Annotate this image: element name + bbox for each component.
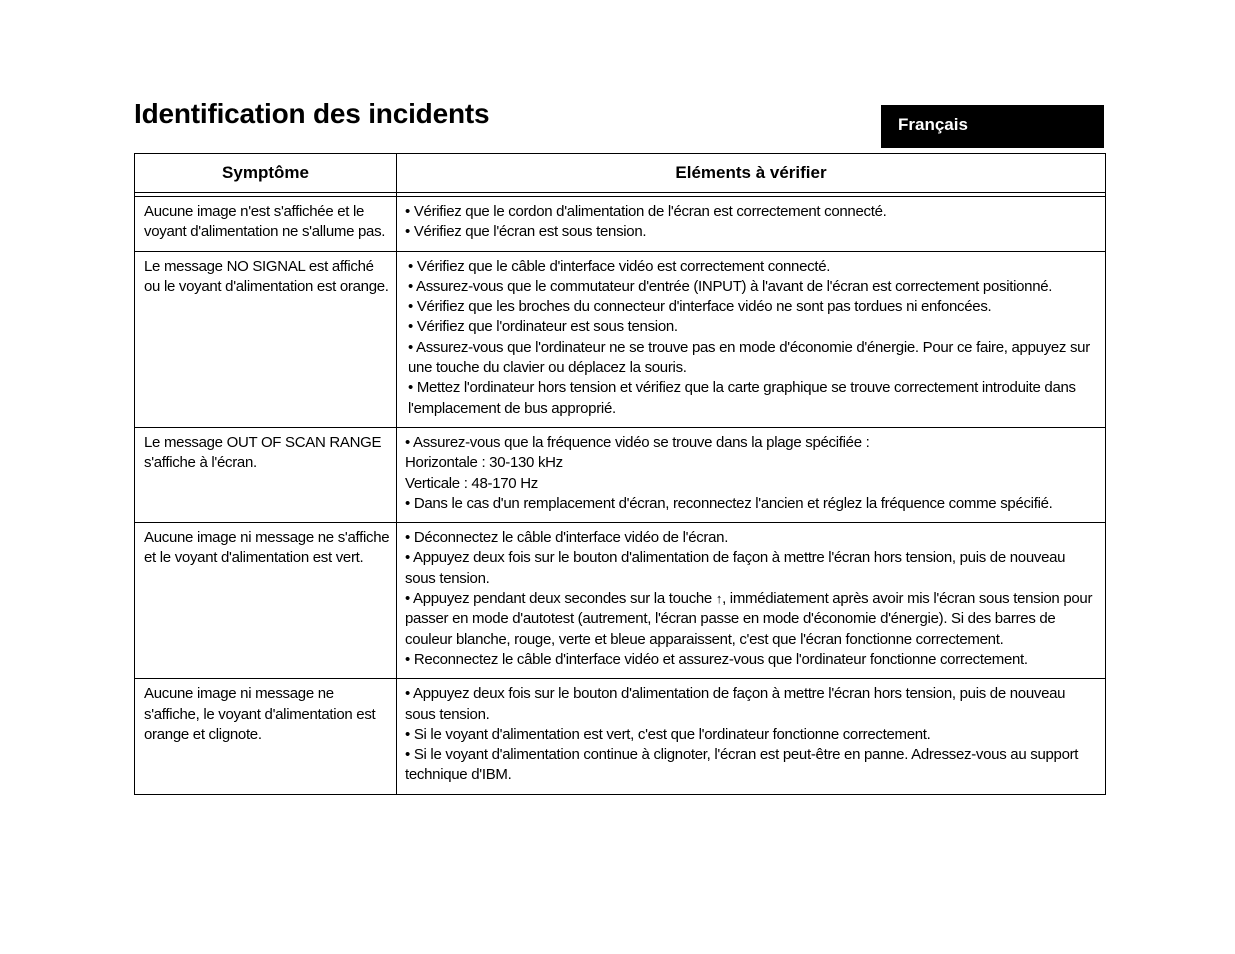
check-item: • Assurez-vous que le commutateur d'entrée (INPUT) à l'avant de l'écran est correctement positionné. xyxy=(408,277,1053,295)
check-item: • Reconnectez le câble d'interface vidéo et assurez-vous que l'ordinateur fonctionne correctement. xyxy=(405,650,1028,668)
table-row xyxy=(135,427,1106,522)
check-item: • Dans le cas d'un remplacement d'écran, reconnectez l'ancien et réglez la fréquence comme spécifié. xyxy=(405,494,1053,512)
check-item-detail: Verticale : 48-170 Hz xyxy=(405,474,538,492)
check-item: • Assurez-vous que l'ordinateur ne se trouve pas en mode d'économie d'énergie. Pour ce faire, appuyez sur une touche du clavier ou déplacez la souris. xyxy=(408,338,1090,377)
header-checks: Eléments à vérifier xyxy=(397,154,1106,193)
up-arrow-key-icon: ↑ xyxy=(715,591,723,607)
table-header-row xyxy=(135,154,1106,193)
symptom-cell: Aucune image ni message ne s'affiche et le voyant d'alimentation est vert. xyxy=(135,523,397,679)
check-item: • Vérifiez que l'ordinateur est sous tension. xyxy=(408,318,678,336)
check-item: • Vérifiez que l'écran est sous tension. xyxy=(405,223,647,241)
symptom-cell: Aucune image ni message ne s'affiche, le voyant d'alimentation est orange et clignote. xyxy=(135,679,397,794)
check-item: • Appuyez deux fois sur le bouton d'alimentation de façon à mettre l'écran hors tension, puis de nouveau sous tension. xyxy=(405,685,1066,723)
symptom-cell: Le message OUT OF SCAN RANGE s'affiche à l'écran. xyxy=(135,427,397,522)
check-item: • Si le voyant d'alimentation est vert, c'est que l'ordinateur fonctionne correctement. xyxy=(405,725,931,743)
checks-cell xyxy=(397,197,1106,252)
check-item: • Vérifiez que le câble d'interface vidéo est correctement connecté. xyxy=(408,257,831,275)
check-item-text: , immédiatement après avoir mis l'écran sous tension pour passer en mode d'autotest (autrement, l'écran passe en mode d'économie d'énergie). Si des barres de couleur blanche, rouge, verte et bleue apparaissent, c'est que l'écran fonctionne correctement. xyxy=(405,590,1093,648)
check-item: • Déconnectez le câble d'interface vidéo de l'écran. xyxy=(405,529,729,547)
checks-cell xyxy=(397,679,1106,794)
check-item-text: • Appuyez pendant deux secondes sur la touche xyxy=(405,590,716,608)
page-title: Identification des incidents xyxy=(134,98,490,129)
checks-cell xyxy=(397,251,1106,427)
check-item: • Assurez-vous que la fréquence vidéo se trouve dans la plage spécifiée : xyxy=(405,433,870,451)
check-item: • Vérifiez que les broches du connecteur d'interface vidéo ne sont pas tordues ni enfoncées. xyxy=(408,298,992,316)
check-item xyxy=(405,589,1099,650)
table-row xyxy=(135,197,1106,252)
check-item-detail: Horizontale : 30-130 kHz xyxy=(405,454,563,472)
check-item: • Appuyez deux fois sur le bouton d'alimentation de façon à mettre l'écran hors tension, puis de nouveau sous tension. xyxy=(405,549,1066,587)
checks-cell xyxy=(397,427,1106,522)
table-row xyxy=(135,251,1106,427)
language-tab xyxy=(881,105,1104,148)
language-tab-label: Français xyxy=(898,115,968,134)
troubleshooting-table xyxy=(134,153,1106,795)
check-item: • Si le voyant d'alimentation continue à clignoter, l'écran est peut-être en panne. Adressez-vous au support technique d'IBM. xyxy=(405,746,1079,784)
symptom-cell: Aucune image n'est s'affichée et le voyant d'alimentation ne s'allume pas. xyxy=(135,197,397,252)
symptom-cell: Le message NO SIGNAL est affiché ou le voyant d'alimentation est orange. xyxy=(135,251,397,427)
table-row xyxy=(135,679,1106,794)
header-symptom: Symptôme xyxy=(135,154,397,193)
check-item: • Mettez l'ordinateur hors tension et vérifiez que la carte graphique se trouve correctement introduite dans l'emplacement de bus approprié. xyxy=(408,379,1076,417)
checks-cell xyxy=(397,523,1106,679)
table-row xyxy=(135,523,1106,679)
check-item: • Vérifiez que le cordon d'alimentation de l'écran est correctement connecté. xyxy=(405,203,887,220)
